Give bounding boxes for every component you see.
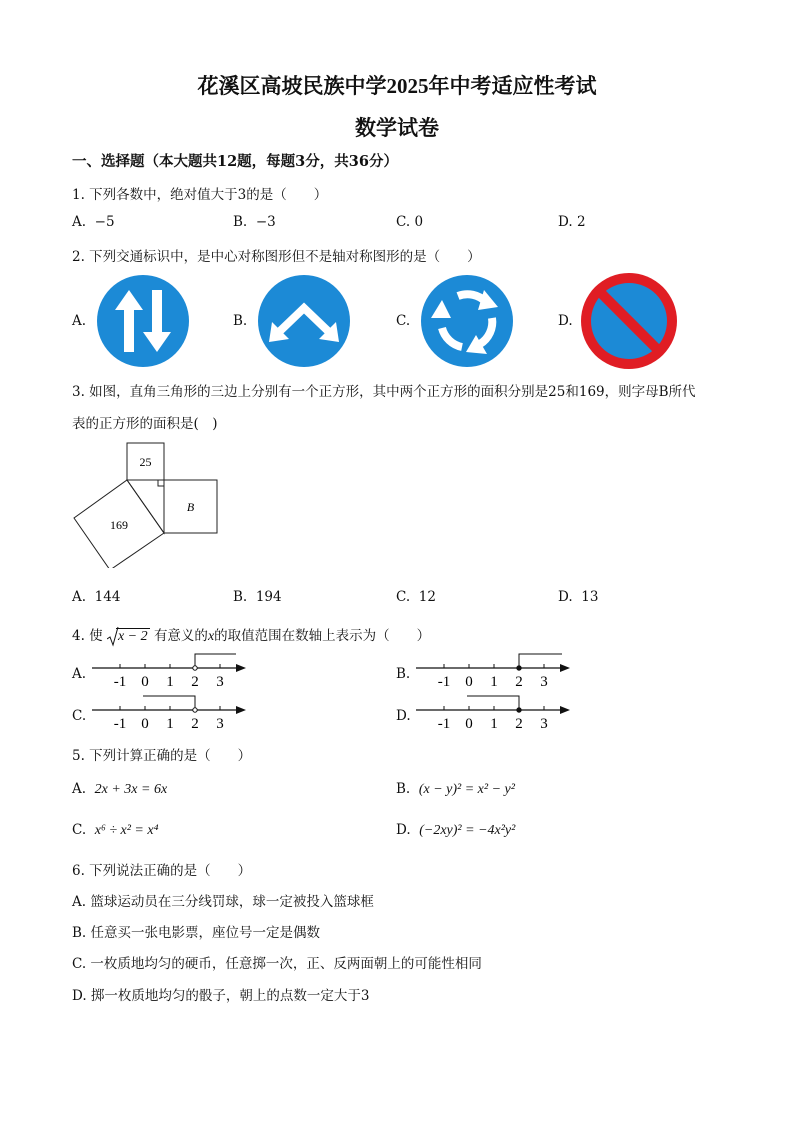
- q2-label-d: D.: [558, 313, 573, 329]
- roundabout-sign: [418, 272, 516, 370]
- tick-label: -1: [113, 716, 127, 732]
- q3-option-a: A. 144: [72, 589, 121, 605]
- q4-label-a: A.: [72, 666, 87, 682]
- tick-label: -1: [437, 674, 451, 690]
- solution-ray: [195, 654, 236, 668]
- tick-label: 0: [465, 674, 473, 690]
- q4-number-line-d: [412, 692, 582, 734]
- no-parking-sign: [580, 272, 678, 370]
- tick-label: 1: [490, 716, 498, 732]
- q1-option-c: C. 0: [396, 214, 424, 230]
- solution-ray: [143, 696, 195, 710]
- two-way-arrows-sign: [94, 272, 192, 370]
- q6-option-d: D. 掷一枚质地均匀的骰子，朝上的点数一定大于3: [72, 988, 370, 1004]
- tick-label: 0: [141, 716, 149, 732]
- axis-arrow: [236, 664, 246, 672]
- q2-label-a: A.: [72, 313, 87, 329]
- tick-label: 3: [540, 716, 548, 732]
- q4-number-line-c: [88, 692, 258, 734]
- q6-option-b: B. 任意买一张电影票，座位号一定是偶数: [72, 925, 321, 941]
- axis-arrow: [560, 664, 570, 672]
- solution-ray: [519, 654, 562, 668]
- q6-option-a: A. 篮球运动员在三分线罚球，球一定被投入篮球框: [72, 894, 374, 910]
- q5-option-a: A. 2x + 3x = 6x: [72, 781, 168, 797]
- q1-option-b: B. −3: [233, 214, 276, 230]
- q4-label-c: C.: [72, 708, 87, 724]
- square-root-expression: x − 2: [107, 628, 150, 645]
- q4-number-line-a: [88, 650, 258, 692]
- axis-arrow: [236, 706, 246, 714]
- q5-option-d: D. (−2xy)² = −4x²y²: [396, 822, 516, 838]
- tick-label: 2: [191, 674, 199, 690]
- q5-option-c: C. x⁶ ÷ x² = x⁴: [72, 822, 159, 838]
- section-heading: 一、选择题（本大题共12题，每题3分，共36分）: [72, 153, 398, 170]
- q4-number-line-b: [412, 650, 582, 692]
- question-2-stem: 2. 下列交通标识中，是中心对称图形但不是轴对称图形的是（ ）: [72, 249, 481, 265]
- tick-label: 2: [515, 716, 523, 732]
- page-title: 花溪区高坡民族中学2025年中考适应性考试: [197, 74, 597, 98]
- q2-label-c: C.: [396, 313, 411, 329]
- q3-option-b: B. 194: [233, 589, 282, 605]
- tick-label: 2: [191, 716, 199, 732]
- axis-arrow: [560, 706, 570, 714]
- tick-label: 1: [166, 716, 174, 732]
- question-4-stem: 4. 使 x − 2 有意义的x的取值范围在数轴上表示为（ ）: [72, 628, 431, 644]
- tick-label: -1: [437, 716, 451, 732]
- tick-label: 1: [490, 674, 498, 690]
- question-3-stem-line2: 表的正方形的面积是( ): [72, 416, 218, 432]
- side-square-label: B: [186, 500, 195, 514]
- tick-label: 3: [216, 674, 224, 690]
- closed-endpoint: [517, 666, 521, 670]
- q3-option-d: D. 13: [558, 589, 599, 605]
- q5-option-b: B. (x − y)² = x² − y²: [396, 781, 515, 797]
- closed-endpoint: [517, 708, 521, 712]
- open-endpoint: [193, 708, 197, 712]
- tick-label: 1: [166, 674, 174, 690]
- tick-label: 0: [141, 674, 149, 690]
- q2-label-b: B.: [233, 313, 248, 329]
- q4-label-d: D.: [396, 708, 411, 724]
- tick-label: 3: [540, 674, 548, 690]
- top-square-label: 25: [139, 455, 152, 469]
- q4-label-b: B.: [396, 666, 411, 682]
- page-subtitle: 数学试卷: [355, 116, 439, 140]
- q1-option-d: D. 2: [558, 214, 586, 230]
- question-1-stem: 1. 下列各数中，绝对值大于3的是（ ）: [72, 187, 328, 203]
- question-6-stem: 6. 下列说法正确的是（ ）: [72, 863, 252, 879]
- q1-option-a: A. −5: [72, 214, 115, 230]
- q3-squares-figure: [68, 438, 228, 568]
- open-endpoint: [193, 666, 197, 670]
- solution-ray: [467, 696, 519, 710]
- tick-label: 0: [465, 716, 473, 732]
- tick-label: 2: [515, 674, 523, 690]
- tick-label: 3: [216, 716, 224, 732]
- q3-option-c: C. 12: [396, 589, 436, 605]
- question-3-stem-line1: 3. 如图，直角三角形的三边上分别有一个正方形，其中两个正方形的面积分别是25和169，则字母B所代: [72, 384, 696, 400]
- q6-option-c: C. 一枚质地均匀的硬币，任意掷一次，正、反两面朝上的可能性相同: [72, 956, 482, 972]
- big-square-label: 169: [110, 518, 128, 532]
- diverging-arrows-sign: [255, 272, 353, 370]
- question-5-stem: 5. 下列计算正确的是（ ）: [72, 748, 252, 764]
- tick-label: -1: [113, 674, 127, 690]
